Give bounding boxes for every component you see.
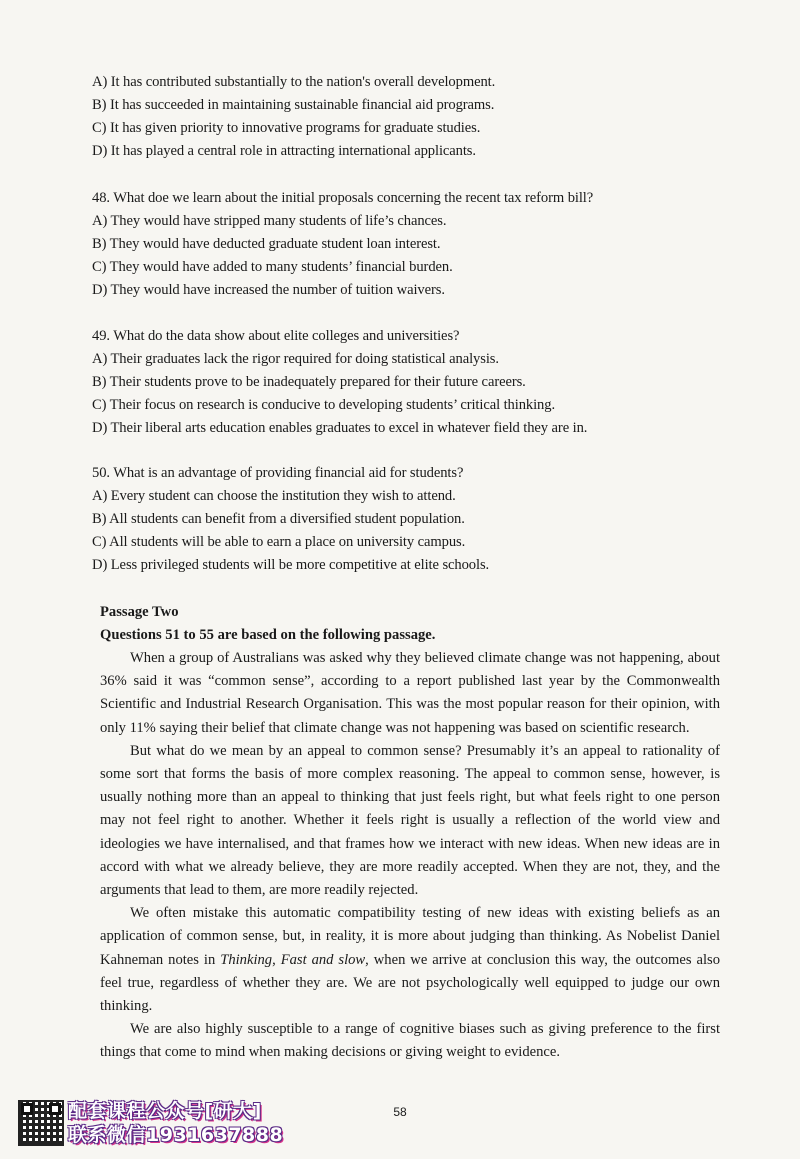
q47-option-c: C) It has given priority to innovative programs for graduate studies. [92,120,481,136]
q50-option-a: A) Every student can choose the institution they wish to attend. [92,488,456,504]
passage-instruction: Questions 51 to 55 are based on the following passage. [100,627,436,643]
passage-two [100,601,720,1065]
q50-option-d: D) Less privileged students will be more competitive at elite schools. [92,557,490,573]
q49-stem: 49. What do the data show about elite colleges and universities? [92,328,460,344]
passage-paragraph-2: But what do we mean by an appeal to common sense? Presumably it’s an appeal to rationality of some sort that forms the basis of more complex reasoning. The appeal to common sense, however, is usually nothing more than an appeal to thinking that just feels right, but what feels right to one person may not feel right to another. Whether it feels right is usually a reflection of the world view and ideologies we have internalised, and that frames how we interact with new ideas. When new ideas are in accord with what we already believe, they are more readily accepted. When they are not, they, and the arguments that lead to them, are more readily rejected. [100,742,720,899]
q47-option-a: A) It has contributed substantially to the nation's overall development. [92,74,496,90]
question-48 [92,187,722,302]
q48-option-b: B) They would have deducted graduate student loan interest. [92,236,441,252]
passage-paragraph-4: We are also highly susceptible to a range of cognitive biases such as giving preference to the first things that come to mind when making decisions or giving weight to evidence. [100,1021,720,1061]
q50-option-c: C) All students will be able to earn a place on university campus. [92,534,466,550]
page-number: 58 [393,1105,407,1119]
q48-option-d: D) They would have increased the number of tuition waivers. [92,282,445,298]
q50-stem: 50. What is an advantage of providing financial aid for students? [92,465,464,481]
q48-stem: 48. What doe we learn about the initial proposals concerning the recent tax reform bill? [92,190,594,206]
question-47-options [92,71,722,163]
q47-option-d: D) It has played a central role in attracting international applicants. [92,143,476,159]
q47-option-b: B) It has succeeded in maintaining sustainable financial aid programs. [92,97,495,113]
watermark-line-2: 联系微信1931637888 [68,1124,284,1146]
passage-paragraph-3: We often mistake this automatic compatibility testing of new ideas with existing beliefs as an application of common sense, but, in reality, it is more about judging than thinking. As Nobelist Daniel Kahneman notes in Thinking, Fast and slow, when we arrive at conclusion this way, the outcomes also feel true, regardless of whether they are. We are not psychologically well equipped to judge our own thinking. [100,905,720,1015]
q50-option-b: B) All students can benefit from a diversified student population. [92,511,465,527]
question-50 [92,462,722,577]
book-title-fast-and-slow: Fast and slow [280,951,366,968]
question-49 [92,325,722,440]
q48-option-c: C) They would have added to many students’ financial burden. [92,259,453,275]
book-title-thinking: Thinking [220,951,273,968]
q49-option-c: C) Their focus on research is conducive to developing students’ critical thinking. [92,397,555,413]
passage-title: Passage Two [100,604,179,620]
q49-option-d: D) Their liberal arts education enables graduates to excel in whatever field they are in. [92,420,588,436]
q49-option-a: A) Their graduates lack the rigor required for doing statistical analysis. [92,351,499,367]
passage-paragraph-1: When a group of Australians was asked why they believed climate change was not happening, about 36% said it was “common sense”, according to a report published last year by the Commonwealth Scientific and Industrial Research Organisation. This was the most popular reason for their opinion, with only 11% saying their belief that climate change was not happening was based on scientific research. [100,650,720,736]
q49-option-b: B) Their students prove to be inadequately prepared for their future careers. [92,374,526,390]
q48-option-a: A) They would have stripped many students of life’s chances. [92,213,447,229]
watermark-line-1: 配套课程公众号[研大] [68,1100,262,1122]
